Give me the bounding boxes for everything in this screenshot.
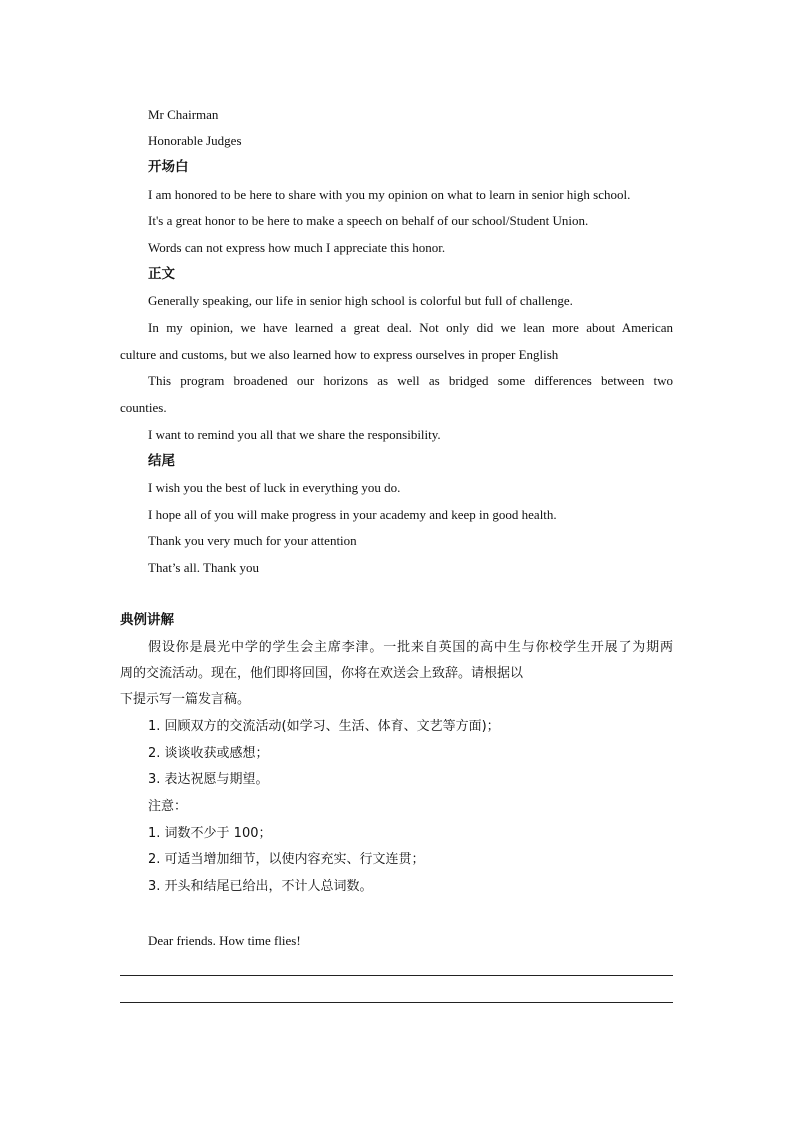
example-prompt-line: 周的交流活动。现在，他们即将回国，你将在欢送会上致辞。请根据以 <box>120 666 524 681</box>
answer-line[interactable] <box>120 975 673 976</box>
closing-line: Thank you very much for your attention <box>148 533 357 548</box>
note-label: 注意： <box>148 799 188 814</box>
opening-line: It's a great honor to be here to make a speech on behalf of our school/Student Union. <box>148 213 589 228</box>
requirement-item: 2. 谈谈收获或感想； <box>148 746 269 761</box>
requirement-item: 3. 表达祝愿与期望。 <box>148 772 269 787</box>
requirement-item: 1. 回顾双方的交流活动(如学习、生活、体育、文艺等方面)； <box>148 719 500 734</box>
note-item: 2. 可适当增加细节，以使内容充实、行文连贯； <box>148 852 425 867</box>
body-heading: 正文 <box>148 266 175 282</box>
closing-line: I hope all of you will make progress in your academy and keep in good health. <box>148 507 557 522</box>
note-item: 1. 词数不少于 100； <box>148 826 272 841</box>
example-heading: 典例讲解 <box>120 612 174 628</box>
closing-heading: 结尾 <box>148 453 175 469</box>
salutation-judges: Honorable Judges <box>148 133 242 148</box>
example-prompt-line: 假设你是晨光中学的学生会主席李津。一批来自英国的高中生与你校学生开展了为期两 <box>148 640 673 655</box>
essay-starter: Dear friends. How time flies! <box>148 933 301 948</box>
closing-line: I wish you the best of luck in everything you do. <box>148 480 401 495</box>
body-line: Generally speaking, our life in senior high school is colorful but full of challenge. <box>148 293 573 308</box>
opening-line: Words can not express how much I appreciate this honor. <box>148 240 446 255</box>
body-line: I want to remind you all that we share the responsibility. <box>148 427 441 442</box>
salutation-chairman: Mr Chairman <box>148 107 219 122</box>
opening-line: I am honored to be here to share with you my opinion on what to learn in senior high school. <box>148 187 631 202</box>
body-paragraph-line: culture and customs, but we also learned how to express ourselves in proper English <box>120 347 559 362</box>
body-paragraph-line: This program broadened our horizons as well as bridged some differences between two <box>148 373 673 388</box>
body-paragraph-line: In my opinion, we have learned a great deal. Not only did we lean more about American <box>148 320 673 335</box>
body-paragraph-line: counties. <box>120 400 167 415</box>
opening-heading: 开场白 <box>148 159 189 175</box>
answer-line[interactable] <box>120 1002 673 1003</box>
example-prompt-line: 下提示写一篇发言稿。 <box>120 692 251 707</box>
note-item: 3. 开头和结尾已给出，不计人总词数。 <box>148 879 373 894</box>
closing-line: That’s all. Thank you <box>148 560 259 575</box>
